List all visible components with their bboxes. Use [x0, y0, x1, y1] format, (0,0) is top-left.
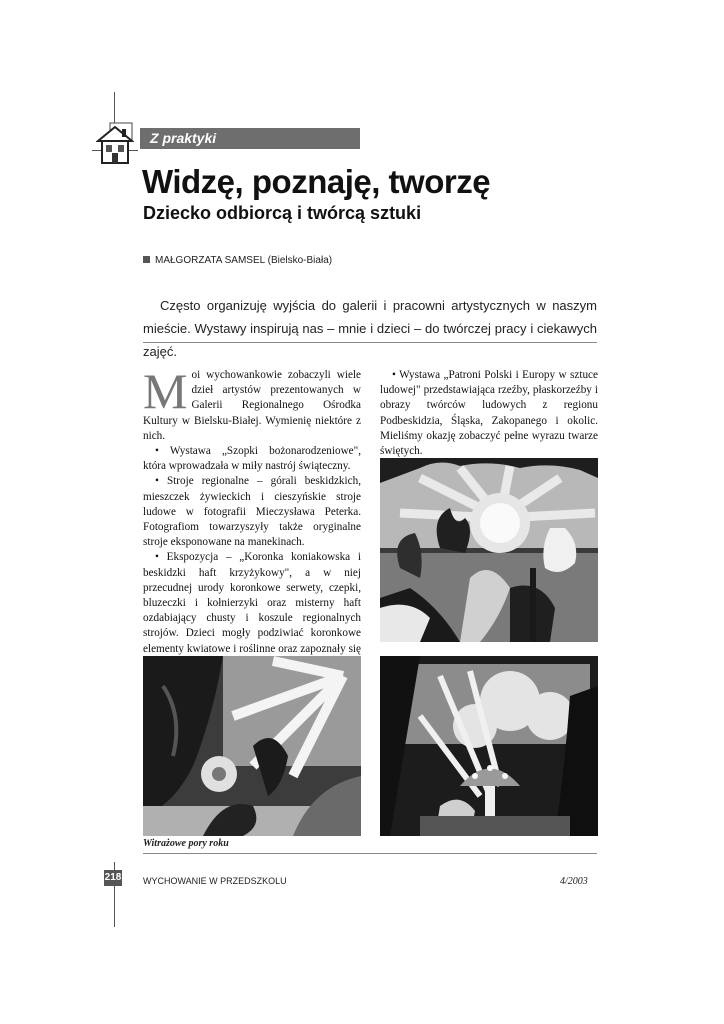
stained-glass-photo-1 — [380, 458, 598, 642]
page-subtitle: Dziecko odbiorcą i twórcą sztuki — [143, 203, 422, 223]
bullet-square-icon — [143, 256, 150, 263]
section-label: Z praktyki — [140, 128, 360, 149]
paragraph: • Wystawa „Patroni Polski i Europy w sztuce ludowej" przedstawiająca rzeźby, płaskorzeźby i obrazy twórców ludowych z regionu Podbeskidzia, Śląska, Zakopanego i okolic. Mieliśmy okazję zobaczyć pełne wyrazu twarze świętych. — [380, 369, 598, 458]
stained-glass-photo-3 — [380, 656, 598, 836]
left-column — [143, 363, 361, 702]
author-name: MAŁGORZATA SAMSEL (Bielsko-Biała) — [155, 255, 333, 266]
issue-number: 4/2003 — [560, 876, 588, 887]
paragraph: • Ekspozycja – „Koronka koniakowska i beskidzki haft krzyżykowy", a w niej przecudnej urody koronkowe serwety, czepki, bluzeczki i kołnierzyki oraz misterny haft ozdabiający chusty i koszule regionalnych strojów. Dzieci mogły podziwiać koronkowe elementy kwiatowe i roślinne oraz zapoznały się — [143, 551, 361, 655]
paragraph: • Wystawa „Szopki bożonarodzeniowe", która wprowadzała w miły nastrój świąteczny. — [143, 445, 361, 473]
author-line — [143, 255, 332, 266]
divider — [143, 853, 597, 854]
house-section-icon — [96, 121, 134, 172]
page-number: 218 — [104, 870, 122, 886]
divider — [143, 342, 597, 343]
figure-caption: Witrażowe pory roku — [143, 838, 229, 849]
lead-paragraph: Często organizuję wyjścia do galerii i pracowni artystycznych w naszym mieście. Wystawy inspirują nas – mnie i dzieci – do twórczej pracy i ciekawych zajęć. — [143, 298, 597, 359]
page-title: Widzę, poznaję, tworzę — [142, 163, 491, 200]
paragraph: • Stroje regionalne – górali beskidzkich, mieszczek żywieckich i cieszyńskie stroje ludowe w fotografii Mieczysława Peterka. Fotografiom towarzyszyły także oryginalne stroje eksponowane na manekinach. — [143, 475, 361, 549]
drop-cap: M — [143, 363, 188, 419]
paragraph: oi wychowankowie zobaczyli wiele dzieł artystów prezentowanych w Galerii Regionalnego Ośrodka Kultury w Bielsku-Białej. Wymienię niektóre z nich. — [143, 369, 361, 442]
stained-glass-photo-2 — [143, 656, 361, 836]
journal-name: WYCHOWANIE W PRZEDSZKOLU — [143, 876, 287, 886]
